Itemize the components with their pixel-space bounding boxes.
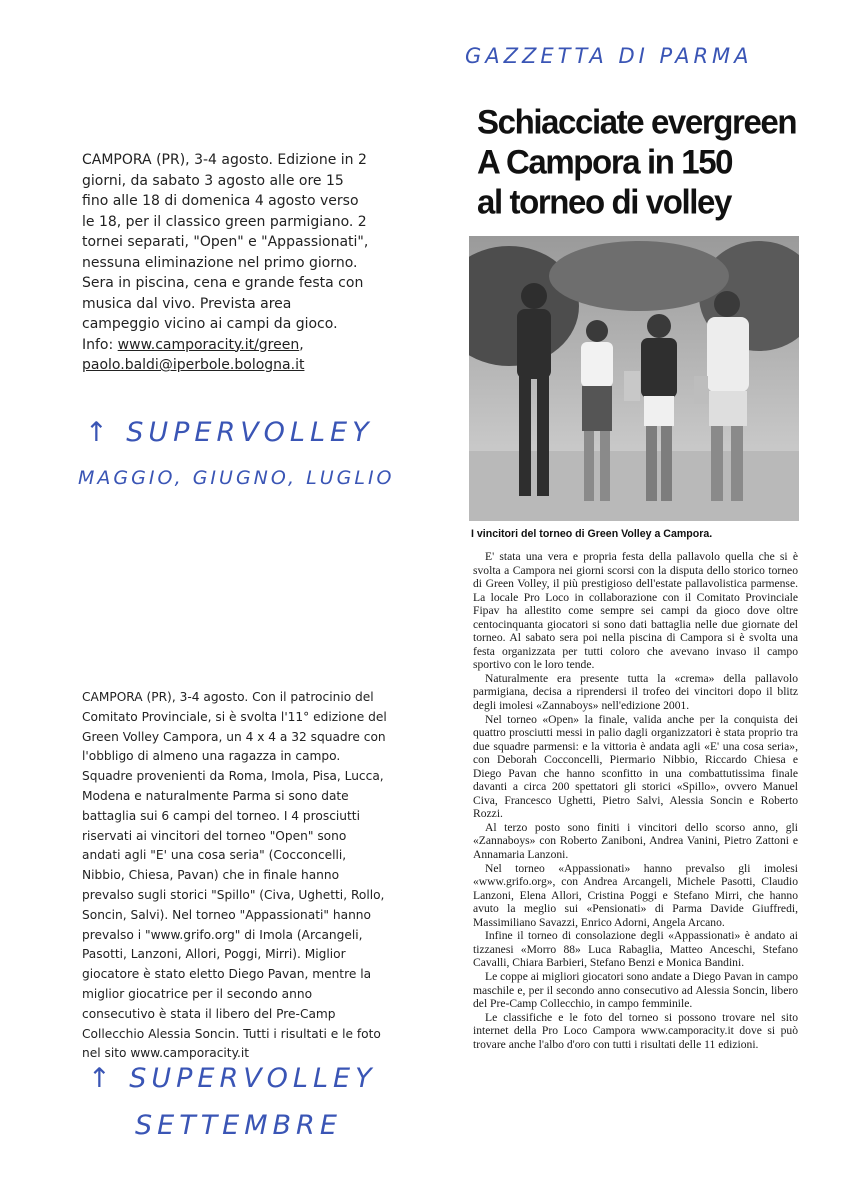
- article-paragraph: Naturalmente era presente tutta la «crema» della pallavolo parmigiana, decisa a riprendersi il trofeo dei vincitori dopo il blitz degli imolesi «Zannaboys» nell'edizione 2001.: [473, 671, 798, 713]
- article-paragraph: Infine il torneo di consolazione degli «Appassionati» è andato ai tizzanesi «Morro 88» Luca Rabaglia, Matteo Anceschi, Stefano Cavalli, Chiara Barbieri, Stefano Benzi e Monica Bandini.: [473, 929, 798, 970]
- article-paragraph: Nel torneo «Open» la finale, valida anche per la conquista dei quattro prosciutti messi in palio dagli organizzatori è stata proprio tra due squadre parmensi: e la vittoria è andata agli «E' una cosa seria», con Deborah Cocconcelli, Piermario Nibbio, Riccardo Chiesa e Diego Pavan che hanno sconfitto in una combattutissima finale davanti a circa 200 spettatori gli storici «Spillo», ovvero Manuel Civa, Francesco Ughetti, Pietro Salvi, Alessia Soncin e Roberto Rozzi.: [473, 712, 798, 821]
- headline-line: A Campora in 150: [477, 141, 733, 181]
- announcement-lead: CAMPORA (PR), 3-4 agosto.: [82, 152, 273, 168]
- website-link[interactable]: www.camporacity.it/green: [117, 336, 300, 353]
- event-report: CAMPORA (PR), 3-4 agosto. Con il patrocinio del Comitato Provinciale, si è svolta l'11° edizione del Green Volley Campora, un 4 x 4 a 32 squadre con l'obbligo di almeno una ragazza in campo. Squadre provenienti da Roma, Imola, Pisa, Lucca, Modena e naturalmente Parma si sono date battaglia sui 6 campi del torneo. I 4 prosciutti riservati ai vincitori del torneo "Open" sono andati agli "E' una cosa seria" (Cocconcelli, Nibbio, Chiesa, Pavan) che in finale hanno prevalso sugli storici "Spillo" (Civa, Ughetti, Rollo, Soncin, Salvi). Nel torneo "Appassionati" hanno prevalso i "www.grifo.org" di Imola (Arcangeli, Pasotti, Lanzoni, Allori, Poggi, Mirri). Miglior giocatore è stato eletto Diego Pavan, mentre la miglior giocatrice per il secondo anno consecutivo è stata il libero del Pre-Camp Collecchio Alessia Soncin. Tutti i risultati e le foto nel sito www.camporacity.it: [82, 690, 387, 1061]
- headline-line: al torneo di volley: [477, 181, 731, 221]
- link-separator: ,: [299, 336, 304, 353]
- handwritten-supervolley-note: ↑ SUPERVOLLEY: [85, 417, 374, 448]
- article-paragraph: Le coppe ai migliori giocatori sono andate a Diego Pavan in campo maschile e, per il secondo anno consecutivo ad Alessia Soncin, libero del Pre-Camp Collecchio, in campo femminile.: [473, 969, 798, 1011]
- article-paragraph: Nel torneo «Appassionati» hanno prevalso gli imolesi «www.grifo.org», con Andrea Arcangeli, Michele Pasotti, Claudio Lanzoni, Elena Allori, Cristina Poggi e Stefano Mirri, che hanno avuto la meglio sui «Pensionati» di Parma Davide Giuffredi, Massimiliano Savazzi, Enrico Adorni, Angela Arcano.: [473, 861, 798, 929]
- announcement-body: Edizione in 2 giorni, da sabato 3 agosto alle ore 15 fino alle 18 di domenica 4 agosto verso le 18, per il classico green parmigiano. 2 tornei separati, "Open" e "Appassionati", nessuna eliminazione nel primo giorno. Sera in piscina, cena e grande festa con musica dal vivo. Prevista area campeggio vicino ai campi da gioco. Info:: [82, 152, 369, 353]
- article-paragraph: Al terzo posto sono finiti i vincitori dello scorso anno, gli «Zannaboys» con Roberto Zaniboni, Andrea Vanini, Pietro Zattoni e Annamaria Lanzoni.: [473, 820, 798, 862]
- newspaper-clipping: [465, 98, 802, 1128]
- handwritten-september-note: SETTEMBRE: [135, 1110, 342, 1141]
- event-announcement: [82, 150, 372, 376]
- handwritten-source-note: GAZZETTA DI PARMA: [465, 44, 753, 68]
- photo-caption: I vincitori del torneo di Green Volley a Campora.: [471, 528, 713, 540]
- headline: [477, 102, 802, 222]
- article-body: [473, 550, 798, 1051]
- team-photo-image: [469, 236, 799, 521]
- email-link[interactable]: paolo.baldi@iperbole.bologna.it: [82, 357, 305, 373]
- handwritten-supervolley-note-2: ↑ SUPERVOLLEY: [88, 1063, 377, 1094]
- handwritten-months-note: MAGGIO, GIUGNO, LUGLIO: [78, 467, 395, 489]
- article-paragraph: E' stata una vera e propria festa della pallavolo quella che si è svolta a Campora nei giorni scorsi con la disputa dello storico torneo di Green Volley, il più prestigioso dell'estate pallavolistica parmense. La locale Pro Loco in collaborazione con il Comitato Provinciale Fipav ha allestito come sempre sei campi da gioco dove oltre centocinquanta giocatori si sono dati battaglia nelle due giornate del torneo. Al sabato sera poi nella piscina di Campora si è svolta una festa organizzata per tutti coloro che avevano invaso il campo sportivo con le loro tende.: [473, 550, 798, 672]
- team-photo: [469, 236, 799, 521]
- article-paragraph: Le classifiche e le foto del torneo si possono trovare nel sito internet della Pro Loco Campora www.camporacity.it dove si può trovare anche l'albo d'oro con tutti i risultati delle 11 edizioni.: [473, 1010, 798, 1051]
- headline-line: Schiacciate evergreen: [477, 102, 797, 141]
